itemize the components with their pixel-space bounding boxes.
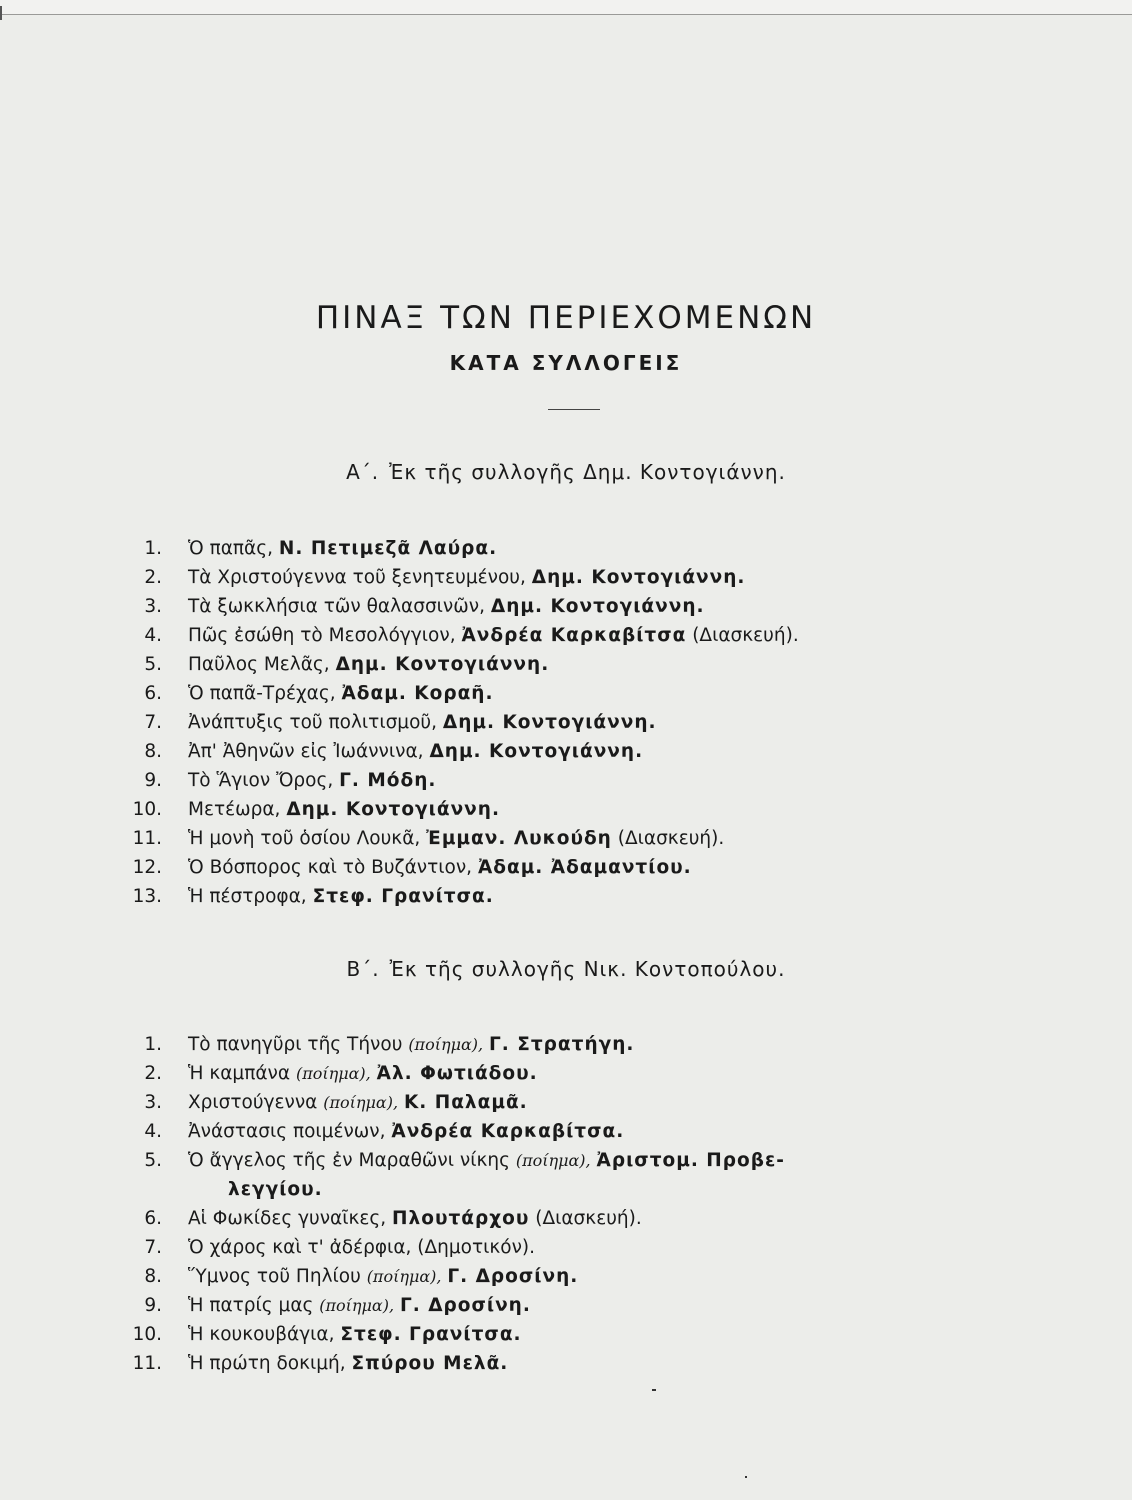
item-entry	[188, 737, 643, 766]
page-subtitle: ΚΑΤΑ ΣΥΛΛΟΓΕΙΣ	[449, 351, 683, 375]
item-note: (ποίημα),	[295, 1064, 371, 1083]
page-top-edge	[0, 0, 1132, 15]
item-title: Παῦλος Μελᾶς,	[188, 654, 330, 675]
item-title: Ἡ πατρίς μας	[188, 1295, 314, 1316]
item-entry	[188, 621, 799, 650]
item-title: Τὸ πανηγῦρι τῆς Τήνου	[188, 1034, 403, 1055]
item-title: Χριστούγεννα	[188, 1092, 318, 1113]
item-number: 7.	[144, 1237, 162, 1258]
item-title: Ἀνάστασις ποιμένων,	[188, 1121, 386, 1142]
item-author: Δημ. Κοντογιάννη.	[442, 712, 657, 733]
item-entry	[188, 766, 436, 795]
item-author: Στεφ. Γρανίτσα.	[340, 1324, 522, 1345]
section-a-heading	[0, 460, 1132, 484]
item-number: 13.	[132, 886, 162, 907]
item-suffix: (Διασκευή).	[617, 828, 725, 849]
item-number: 6.	[144, 683, 162, 704]
item-note: (ποίημα),	[319, 1296, 395, 1315]
item-title: Ἡ πρώτη δοκιμή,	[188, 1353, 346, 1374]
item-author: Γ. Στρατήγη.	[488, 1034, 635, 1055]
item-number: 9.	[144, 770, 162, 791]
item-author: Δημ. Κοντογιάννη.	[286, 799, 500, 820]
item-entry	[188, 1349, 508, 1378]
item-entry	[188, 1059, 538, 1088]
item-note: (ποίημα),	[366, 1267, 442, 1286]
item-author: Κ. Παλαμᾶ.	[403, 1092, 528, 1113]
item-author: Γ. Δροσίνη.	[399, 1295, 531, 1316]
item-title: Ἡ μονὴ τοῦ ὁσίου Λουκᾶ,	[188, 828, 421, 849]
item-entry	[188, 592, 705, 621]
item-title: Ἀνάπτυξις τοῦ πολιτισμοῦ,	[188, 712, 437, 733]
item-entry	[188, 679, 493, 708]
title-divider	[548, 409, 600, 410]
item-number: 5.	[144, 654, 162, 675]
section-a-label: Α΄.	[346, 460, 380, 484]
item-note: (ποίημα),	[515, 1151, 591, 1170]
item-entry	[188, 563, 745, 592]
item-entry	[188, 882, 494, 911]
item-number: 8.	[144, 741, 162, 762]
item-entry	[188, 1088, 528, 1117]
item-entry	[188, 650, 549, 679]
corner-mark	[0, 6, 2, 20]
item-entry	[188, 1204, 642, 1233]
item-entry	[188, 1030, 634, 1059]
item-number: 4.	[144, 625, 162, 646]
item-number: 8.	[144, 1266, 162, 1287]
item-number: 9.	[144, 1295, 162, 1316]
section-b-title: Ἐκ τῆς συλλογῆς Νικ. Κοντοπούλου.	[389, 957, 786, 981]
section-b-label: Β΄.	[346, 957, 380, 981]
item-author: Δημ. Κοντογιάννη.	[490, 596, 705, 617]
item-title: Τὰ Χριστούγεννα τοῦ ξενητευμένου,	[188, 567, 526, 588]
item-title: Πῶς ἐσώθη τὸ Μεσολόγγιον,	[188, 625, 456, 646]
item-number: 11.	[132, 828, 162, 849]
item-title: Ἡ καμπάνα	[188, 1063, 291, 1084]
item-author: Ἐμμαν. Λυκούδη	[426, 828, 612, 849]
item-entry	[188, 1233, 535, 1262]
item-number: 11.	[132, 1353, 162, 1374]
item-entry	[188, 1262, 578, 1291]
item-note: (ποίημα),	[323, 1093, 399, 1112]
item-author: Γ. Δροσίνη.	[447, 1266, 579, 1287]
item-title: Ἡ πέστροφα,	[188, 886, 307, 907]
item-title: Ὁ χάρος καὶ τ' ἀδέρφια, (Δημοτικόν).	[188, 1237, 536, 1258]
print-speck	[745, 1476, 747, 1478]
item-title: Ἡ κουκουβάγια,	[188, 1324, 335, 1345]
item-author: Σπύρου Μελᾶ.	[351, 1353, 509, 1374]
item-title: Αἱ Φωκίδες γυναῖκες,	[188, 1208, 387, 1229]
item-author: Ἀλ. Φωτιάδου.	[376, 1063, 538, 1084]
item-number: 7.	[144, 712, 162, 733]
item-title: Ὁ ἄγγελος τῆς ἐν Μαραθῶνι νίκης	[188, 1150, 510, 1171]
item-number: 3.	[144, 596, 162, 617]
item-author-continued: λεγγίου.	[228, 1179, 323, 1200]
item-title: Ἀπ' Ἀθηνῶν εἰς Ἰωάννινα,	[188, 741, 424, 762]
item-entry	[188, 1320, 522, 1349]
item-entry	[188, 1146, 1048, 1204]
item-title: Ὕμνος τοῦ Πηλίου	[188, 1266, 361, 1287]
item-number: 10.	[132, 799, 162, 820]
item-note: (ποίημα),	[408, 1035, 484, 1054]
item-number: 3.	[144, 1092, 162, 1113]
item-number: 12.	[132, 857, 162, 878]
item-author: Δημ. Κοντογιάννη.	[335, 654, 550, 675]
item-number: 5.	[144, 1150, 162, 1171]
item-number: 1.	[144, 538, 162, 559]
item-suffix: (Διασκευή).	[692, 625, 799, 646]
item-author: Ἀδαμ. Κοραῆ.	[341, 683, 494, 704]
item-entry	[188, 824, 724, 853]
item-number: 1.	[144, 1034, 162, 1055]
item-title: Μετέωρα,	[188, 799, 281, 820]
item-entry	[188, 853, 692, 882]
item-entry	[188, 534, 497, 563]
item-author: Πλουτάρχου	[392, 1208, 530, 1229]
item-author: Γ. Μόδη.	[339, 770, 437, 791]
item-title: Ὁ Βόσπορος καὶ τὸ Βυζάντιον,	[188, 857, 473, 878]
item-title: Τὰ ξωκκλήσια τῶν θαλασσινῶν,	[188, 596, 485, 617]
item-author: Ἀνδρέα Καρκαβίτσα.	[391, 1121, 625, 1142]
item-author: Ν. Πετιμεζᾶ Λαύρα.	[278, 538, 498, 559]
item-entry	[188, 1291, 531, 1320]
item-suffix: (Διασκευή).	[535, 1208, 642, 1229]
item-author: Στεφ. Γρανίτσα.	[312, 886, 494, 907]
item-title: Ὁ παπᾶς,	[188, 538, 273, 559]
item-entry	[188, 1117, 624, 1146]
item-number: 2.	[144, 567, 162, 588]
item-entry	[188, 795, 500, 824]
item-author: Δημ. Κοντογιάννη.	[429, 741, 644, 762]
item-number: 4.	[144, 1121, 162, 1142]
item-author: Ἀριστομ. Προβε-	[596, 1150, 785, 1171]
item-author: Ἀνδρέα Καρκαβίτσα	[461, 625, 687, 646]
item-title: Τὸ Ἅγιον Ὄρος,	[188, 770, 334, 791]
item-number: 2.	[144, 1063, 162, 1084]
item-entry	[188, 708, 657, 737]
item-title: Ὁ παπᾶ-Τρέχας,	[188, 683, 336, 704]
page-title: ΠΙΝΑΞ ΤΩΝ ΠΕΡΙΕΧΟΜΕΝΩΝ	[315, 300, 817, 336]
item-number: 6.	[144, 1208, 162, 1229]
item-author: Ἀδαμ. Ἀδαμαντίου.	[477, 857, 692, 878]
section-a-title: Ἐκ τῆς συλλογῆς Δημ. Κοντογιάννη.	[389, 460, 786, 484]
section-b-heading	[0, 957, 1132, 981]
print-speck	[652, 1389, 656, 1391]
item-author: Δημ. Κοντογιάννη.	[531, 567, 746, 588]
item-number: 10.	[132, 1324, 162, 1345]
